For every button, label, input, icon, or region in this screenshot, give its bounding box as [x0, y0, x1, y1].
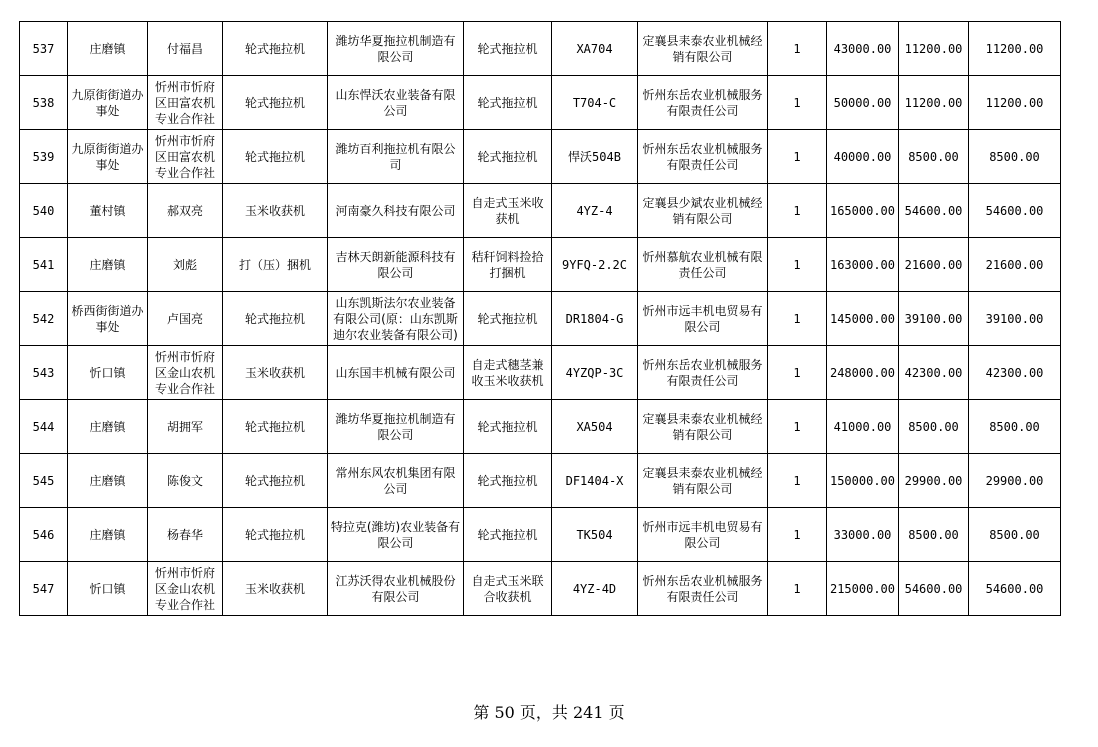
manufacturer-cell: 潍坊华夏拖拉机制造有限公司 — [328, 22, 464, 76]
buyer-cell: 陈俊文 — [148, 454, 223, 508]
quantity-cell: 1 — [768, 454, 827, 508]
total-subsidy-cell: 39100.00 — [969, 292, 1061, 346]
dealer-cell: 忻州市远丰机电贸易有限公司 — [638, 292, 768, 346]
price-cell: 33000.00 — [827, 508, 899, 562]
total-subsidy-cell: 11200.00 — [969, 76, 1061, 130]
quantity-cell: 1 — [768, 76, 827, 130]
manufacturer-cell: 河南豪久科技有限公司 — [328, 184, 464, 238]
category-cell: 打（压）捆机 — [223, 238, 328, 292]
price-cell: 50000.00 — [827, 76, 899, 130]
dealer-cell: 定襄县耒泰农业机械经销有限公司 — [638, 22, 768, 76]
category-cell: 轮式拖拉机 — [223, 76, 328, 130]
price-cell: 41000.00 — [827, 400, 899, 454]
town-cell: 忻口镇 — [68, 562, 148, 616]
subsidy-cell: 39100.00 — [899, 292, 969, 346]
manufacturer-cell: 山东国丰机械有限公司 — [328, 346, 464, 400]
price-cell: 163000.00 — [827, 238, 899, 292]
dealer-cell: 定襄县少斌农业机械经销有限公司 — [638, 184, 768, 238]
total-subsidy-cell: 8500.00 — [969, 130, 1061, 184]
table-row — [20, 508, 1061, 562]
town-cell: 庄磨镇 — [68, 22, 148, 76]
buyer-cell: 胡拥军 — [148, 400, 223, 454]
item-name-cell: 轮式拖拉机 — [464, 508, 552, 562]
town-cell: 董村镇 — [68, 184, 148, 238]
total-subsidy-cell: 29900.00 — [969, 454, 1061, 508]
row-number-cell: 543 — [20, 346, 68, 400]
manufacturer-cell: 山东凯斯法尔农业装备有限公司(原：山东凯斯迪尔农业装备有限公司) — [328, 292, 464, 346]
total-subsidy-cell: 8500.00 — [969, 508, 1061, 562]
quantity-cell: 1 — [768, 508, 827, 562]
model-cell: XA504 — [552, 400, 638, 454]
subsidy-cell: 29900.00 — [899, 454, 969, 508]
model-cell: XA704 — [552, 22, 638, 76]
category-cell: 玉米收获机 — [223, 346, 328, 400]
total-subsidy-cell: 54600.00 — [969, 562, 1061, 616]
table-row — [20, 76, 1061, 130]
dealer-cell: 定襄县耒泰农业机械经销有限公司 — [638, 400, 768, 454]
model-cell: TK504 — [552, 508, 638, 562]
town-cell: 庄磨镇 — [68, 400, 148, 454]
subsidy-cell: 11200.00 — [899, 76, 969, 130]
price-cell: 165000.00 — [827, 184, 899, 238]
manufacturer-cell: 吉林天朗新能源科技有限公司 — [328, 238, 464, 292]
category-cell: 轮式拖拉机 — [223, 22, 328, 76]
town-cell: 忻口镇 — [68, 346, 148, 400]
model-cell: DR1804-G — [552, 292, 638, 346]
table-row — [20, 22, 1061, 76]
row-number-cell: 542 — [20, 292, 68, 346]
town-cell: 庄磨镇 — [68, 508, 148, 562]
quantity-cell: 1 — [768, 22, 827, 76]
manufacturer-cell: 潍坊百利拖拉机有限公司 — [328, 130, 464, 184]
page-footer: 第 50 页，共 241 页 — [473, 703, 625, 722]
category-cell: 玉米收获机 — [223, 562, 328, 616]
category-cell: 轮式拖拉机 — [223, 400, 328, 454]
quantity-cell: 1 — [768, 184, 827, 238]
buyer-cell: 杨春华 — [148, 508, 223, 562]
buyer-cell: 忻州市忻府区田富农机专业合作社 — [148, 130, 223, 184]
manufacturer-cell: 潍坊华夏拖拉机制造有限公司 — [328, 400, 464, 454]
buyer-cell: 忻州市忻府区金山农机专业合作社 — [148, 562, 223, 616]
model-cell: 4YZ-4 — [552, 184, 638, 238]
quantity-cell: 1 — [768, 238, 827, 292]
row-number-cell: 545 — [20, 454, 68, 508]
price-cell: 150000.00 — [827, 454, 899, 508]
item-name-cell: 轮式拖拉机 — [464, 76, 552, 130]
subsidy-cell: 8500.00 — [899, 508, 969, 562]
row-number-cell: 539 — [20, 130, 68, 184]
row-number-cell: 544 — [20, 400, 68, 454]
model-cell: DF1404-X — [552, 454, 638, 508]
buyer-cell: 刘彪 — [148, 238, 223, 292]
item-name-cell: 轮式拖拉机 — [464, 130, 552, 184]
model-cell: 4YZQP-3C — [552, 346, 638, 400]
table-row — [20, 346, 1061, 400]
model-cell: 4YZ-4D — [552, 562, 638, 616]
town-cell: 庄磨镇 — [68, 454, 148, 508]
row-number-cell: 538 — [20, 76, 68, 130]
buyer-cell: 付福昌 — [148, 22, 223, 76]
quantity-cell: 1 — [768, 562, 827, 616]
item-name-cell: 自走式玉米联合收获机 — [464, 562, 552, 616]
total-subsidy-cell: 42300.00 — [969, 346, 1061, 400]
item-name-cell: 自走式玉米收获机 — [464, 184, 552, 238]
table-row — [20, 130, 1061, 184]
quantity-cell: 1 — [768, 130, 827, 184]
total-subsidy-cell: 11200.00 — [969, 22, 1061, 76]
buyer-cell: 忻州市忻府区田富农机专业合作社 — [148, 76, 223, 130]
row-number-cell: 537 — [20, 22, 68, 76]
dealer-cell: 忻州东岳农业机械服务有限责任公司 — [638, 76, 768, 130]
manufacturer-cell: 常州东风农机集团有限公司 — [328, 454, 464, 508]
model-cell: 9YFQ-2.2C — [552, 238, 638, 292]
subsidy-cell: 11200.00 — [899, 22, 969, 76]
manufacturer-cell: 江苏沃得农业机械股份有限公司 — [328, 562, 464, 616]
dealer-cell: 忻州东岳农业机械服务有限责任公司 — [638, 346, 768, 400]
item-name-cell: 轮式拖拉机 — [464, 454, 552, 508]
dealer-cell: 忻州慕航农业机械有限责任公司 — [638, 238, 768, 292]
dealer-cell: 忻州市远丰机电贸易有限公司 — [638, 508, 768, 562]
row-number-cell: 547 — [20, 562, 68, 616]
item-name-cell: 自走式穗茎兼收玉米收获机 — [464, 346, 552, 400]
total-subsidy-cell: 8500.00 — [969, 400, 1061, 454]
row-number-cell: 541 — [20, 238, 68, 292]
table-row — [20, 184, 1061, 238]
item-name-cell: 秸秆饲料捡拾打捆机 — [464, 238, 552, 292]
row-number-cell: 540 — [20, 184, 68, 238]
category-cell: 轮式拖拉机 — [223, 130, 328, 184]
dealer-cell: 定襄县耒泰农业机械经销有限公司 — [638, 454, 768, 508]
category-cell: 轮式拖拉机 — [223, 508, 328, 562]
table-row — [20, 292, 1061, 346]
town-cell: 九原街街道办事处 — [68, 76, 148, 130]
subsidy-cell: 42300.00 — [899, 346, 969, 400]
row-number-cell: 546 — [20, 508, 68, 562]
town-cell: 九原街街道办事处 — [68, 130, 148, 184]
buyer-cell: 卢国亮 — [148, 292, 223, 346]
dealer-cell: 忻州东岳农业机械服务有限责任公司 — [638, 562, 768, 616]
manufacturer-cell: 特拉克(潍坊)农业装备有限公司 — [328, 508, 464, 562]
category-cell: 轮式拖拉机 — [223, 454, 328, 508]
quantity-cell: 1 — [768, 346, 827, 400]
price-cell: 40000.00 — [827, 130, 899, 184]
quantity-cell: 1 — [768, 292, 827, 346]
price-cell: 248000.00 — [827, 346, 899, 400]
table-row — [20, 562, 1061, 616]
dealer-cell: 忻州东岳农业机械服务有限责任公司 — [638, 130, 768, 184]
category-cell: 轮式拖拉机 — [223, 292, 328, 346]
subsidy-cell: 54600.00 — [899, 562, 969, 616]
item-name-cell: 轮式拖拉机 — [464, 400, 552, 454]
town-cell: 桥西街街道办事处 — [68, 292, 148, 346]
price-cell: 145000.00 — [827, 292, 899, 346]
total-subsidy-cell: 54600.00 — [969, 184, 1061, 238]
table-row — [20, 238, 1061, 292]
table-row — [20, 454, 1061, 508]
table-row — [20, 400, 1061, 454]
subsidy-cell: 21600.00 — [899, 238, 969, 292]
town-cell: 庄磨镇 — [68, 238, 148, 292]
item-name-cell: 轮式拖拉机 — [464, 292, 552, 346]
subsidy-cell: 54600.00 — [899, 184, 969, 238]
item-name-cell: 轮式拖拉机 — [464, 22, 552, 76]
category-cell: 玉米收获机 — [223, 184, 328, 238]
buyer-cell: 忻州市忻府区金山农机专业合作社 — [148, 346, 223, 400]
subsidy-cell: 8500.00 — [899, 400, 969, 454]
price-cell: 43000.00 — [827, 22, 899, 76]
total-subsidy-cell: 21600.00 — [969, 238, 1061, 292]
model-cell: 悍沃504B — [552, 130, 638, 184]
buyer-cell: 郝双亮 — [148, 184, 223, 238]
manufacturer-cell: 山东悍沃农业装备有限公司 — [328, 76, 464, 130]
subsidy-cell: 8500.00 — [899, 130, 969, 184]
table-body — [20, 22, 1061, 616]
subsidy-table — [19, 21, 1061, 616]
model-cell: T704-C — [552, 76, 638, 130]
quantity-cell: 1 — [768, 400, 827, 454]
price-cell: 215000.00 — [827, 562, 899, 616]
